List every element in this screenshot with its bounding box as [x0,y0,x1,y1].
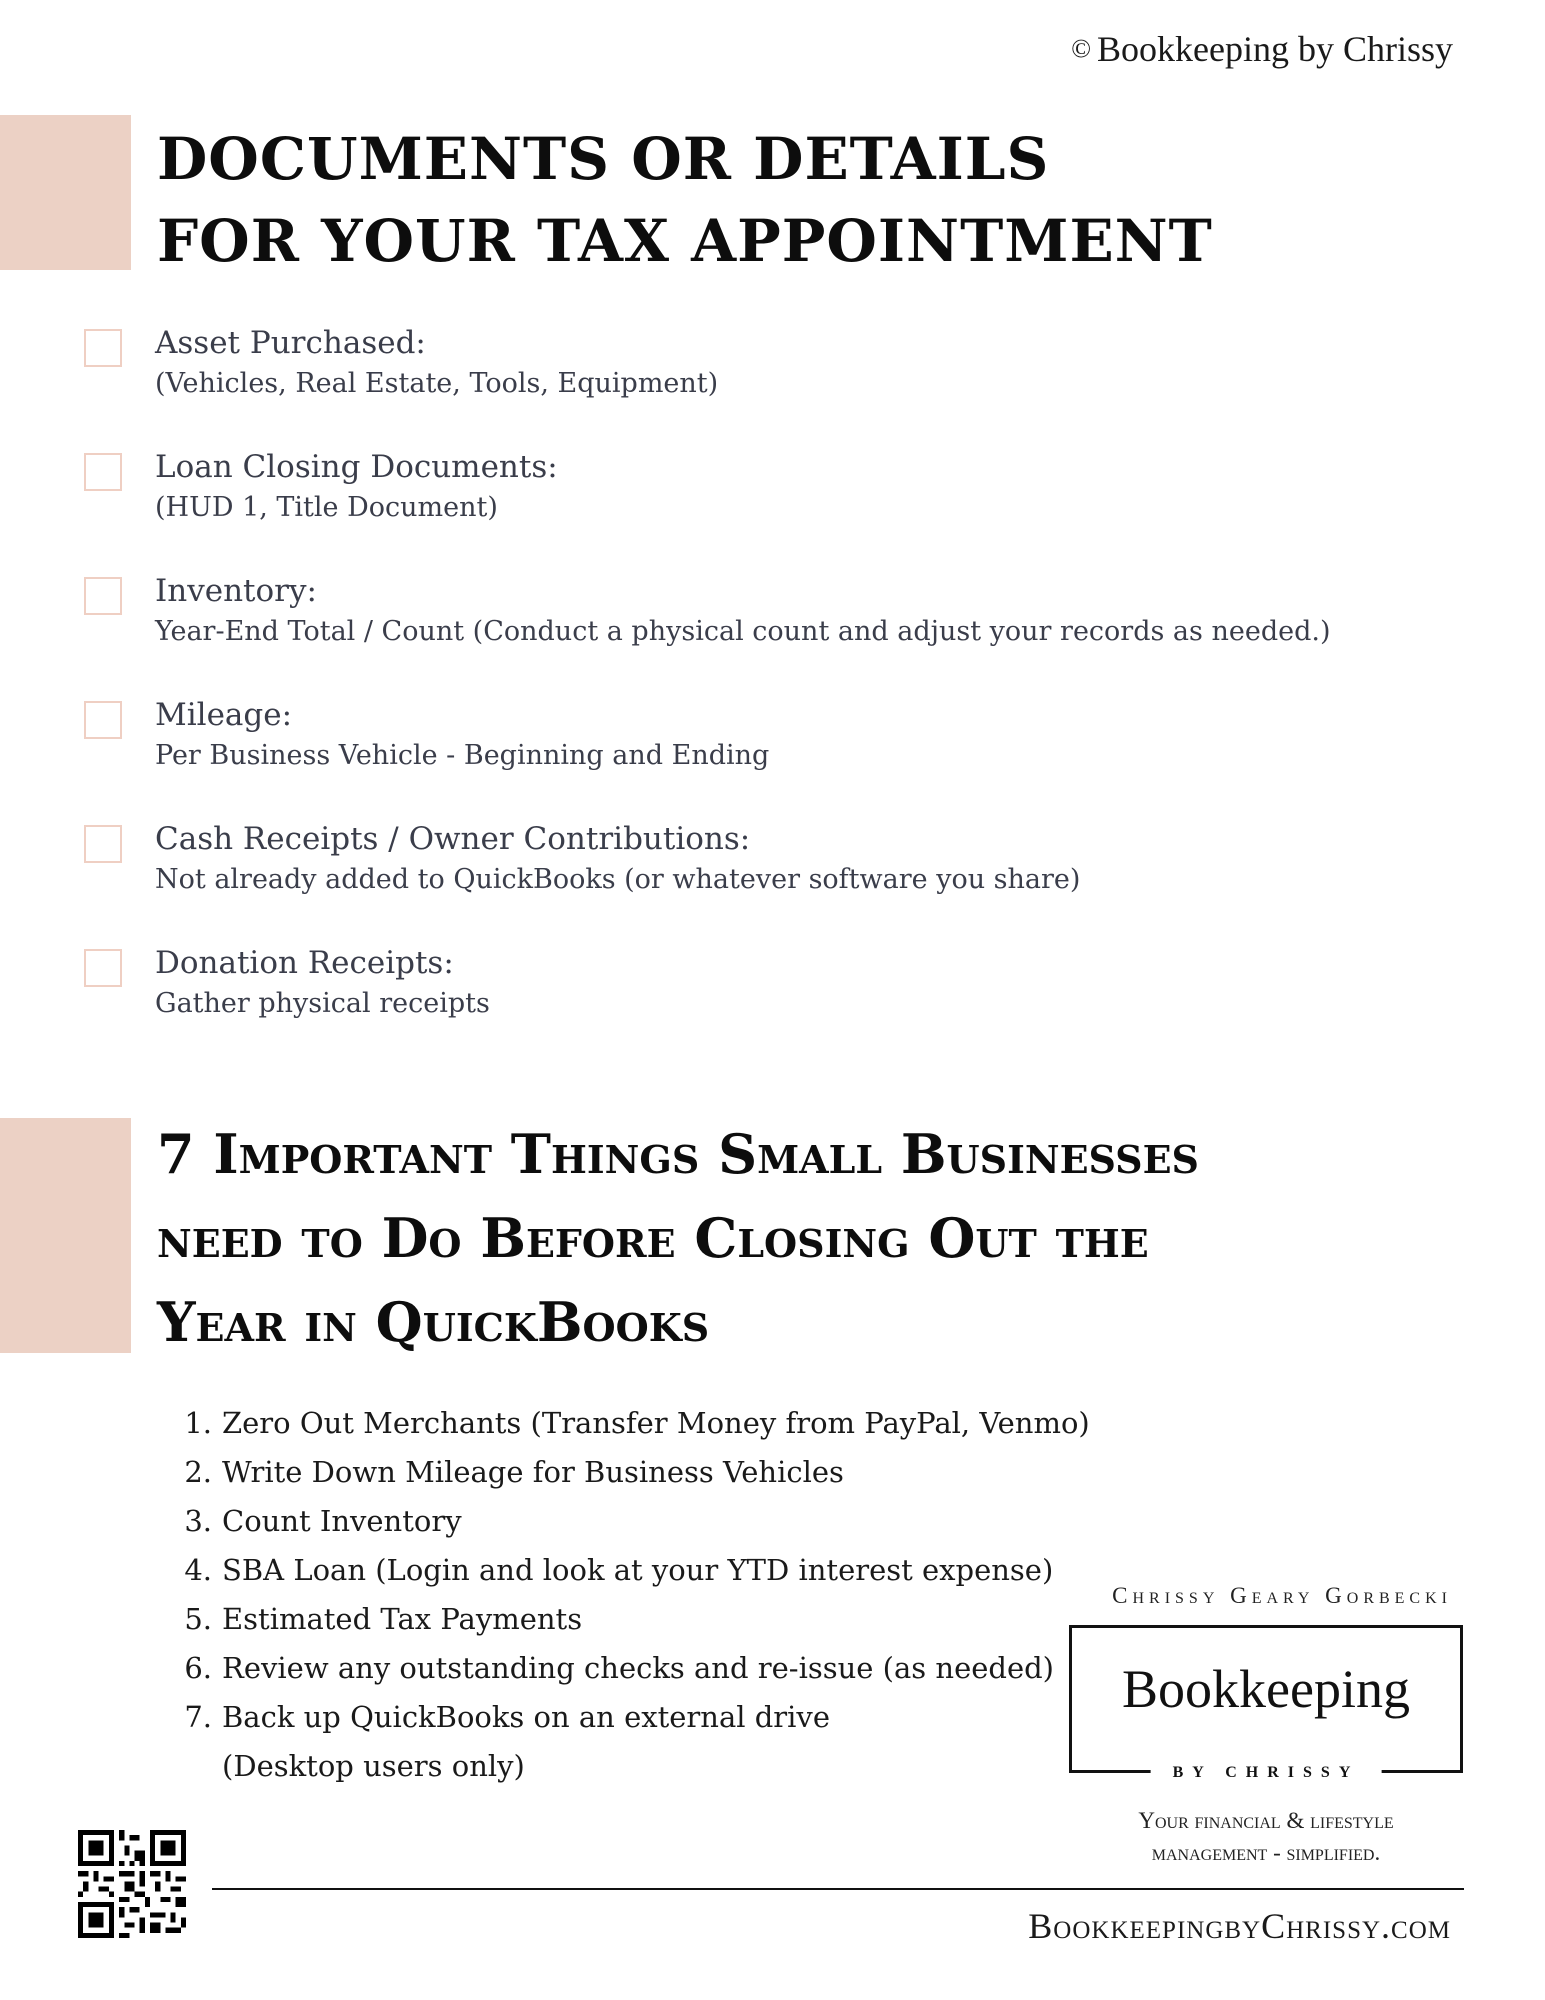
step-text: Review any outstanding checks and re-issue (as needed) [222,1651,1054,1685]
document-checklist [84,322,1384,1066]
checkbox[interactable] [84,577,122,615]
brand-tagline [1069,1805,1463,1869]
checklist-item-title: Loan Closing Documents: [155,449,558,485]
list-item [172,1546,1090,1595]
list-item [172,1497,1090,1546]
step-number: 3. [184,1504,212,1538]
logo-byline: BY CHRISSY [1151,1764,1382,1782]
checkbox[interactable] [84,825,122,863]
list-item [172,1693,1090,1742]
step-number: 1. [184,1406,212,1440]
owner-name: Chrissy Geary Gorbecki [1112,1583,1452,1608]
footer-divider [212,1888,1464,1890]
step-number: 7. [184,1700,212,1734]
tagline-line1: Your financial & lifestyle [1138,1808,1394,1833]
checklist-item-asset [84,322,1384,446]
checklist-item-subtitle: Gather physical receipts [155,988,490,1019]
checklist-item-title: Inventory: [155,573,317,609]
checklist-item-subtitle: Year-End Total / Count (Conduct a physical count and adjust your records as needed.) [155,616,1331,647]
step-number: 6. [184,1651,212,1685]
checkbox[interactable] [84,329,122,367]
brand-logo [1069,1625,1463,1781]
checklist-item-inventory [84,570,1384,694]
step-text: Zero Out Merchants (Transfer Money from PayPal, Venmo) [222,1406,1090,1440]
list-item [172,1644,1090,1693]
step-number: 2. [184,1455,212,1489]
section2-title [157,1112,1199,1364]
copyright-text: Bookkeeping by Chrissy [1097,29,1453,69]
step-text: Count Inventory [222,1504,462,1538]
checklist-item-subtitle: (Vehicles, Real Estate, Tools, Equipment) [155,368,719,399]
closing-steps-list [172,1399,1090,1791]
step-text: Write Down Mileage for Business Vehicles [222,1455,844,1489]
copyright-symbol: © [1071,34,1091,63]
checklist-item-subtitle: Not already added to QuickBooks (or whatever software you share) [155,864,1081,895]
step-text: Estimated Tax Payments [222,1602,583,1636]
step-number: 4. [184,1553,212,1587]
checklist-item-title: Mileage: [155,697,293,733]
footer-website-link[interactable]: BookkeepingbyChrissy.com [1028,1906,1451,1946]
accent-bar-section1 [0,115,131,270]
section1-title [157,118,1213,282]
checklist-item-subtitle: (HUD 1, Title Document) [155,492,498,523]
checkbox[interactable] [84,949,122,987]
section2-title-line1: 7 Important Things Small Businesses [157,1122,1200,1186]
checklist-item-title: Cash Receipts / Owner Contributions: [155,821,751,857]
checklist-item-subtitle: Per Business Vehicle - Beginning and Ending [155,740,770,771]
step-text: Back up QuickBooks on an external drive [222,1700,830,1734]
checklist-item-title: Donation Receipts: [155,945,454,981]
checklist-item-mileage [84,694,1384,818]
logo-word: Bookkeeping [1122,1659,1410,1719]
checklist-item-loan [84,446,1384,570]
qr-code-icon[interactable] [78,1830,186,1938]
checklist-item-cash-receipts [84,818,1384,942]
list-item [172,1399,1090,1448]
section1-title-line1: DOCUMENTS OR DETAILS [157,125,1050,193]
step-text: SBA Loan (Login and look at your YTD interest expense) [222,1553,1054,1587]
checklist-item-title: Asset Purchased: [155,325,426,361]
step-number: 5. [184,1602,212,1636]
section2-title-line3: Year in QuickBooks [157,1290,710,1354]
copyright-notice [1071,28,1453,70]
section2-title-line2: need to Do Before Closing Out the [157,1206,1149,1270]
list-item [172,1595,1090,1644]
step7-note: (Desktop users only) [222,1749,525,1783]
list-item [172,1448,1090,1497]
checkbox[interactable] [84,701,122,739]
section1-title-line2: FOR YOUR TAX APPOINTMENT [157,207,1213,275]
accent-bar-section2 [0,1118,131,1353]
tagline-line2: management - simplified. [1151,1840,1381,1865]
checklist-item-donations [84,942,1384,1066]
checkbox[interactable] [84,453,122,491]
